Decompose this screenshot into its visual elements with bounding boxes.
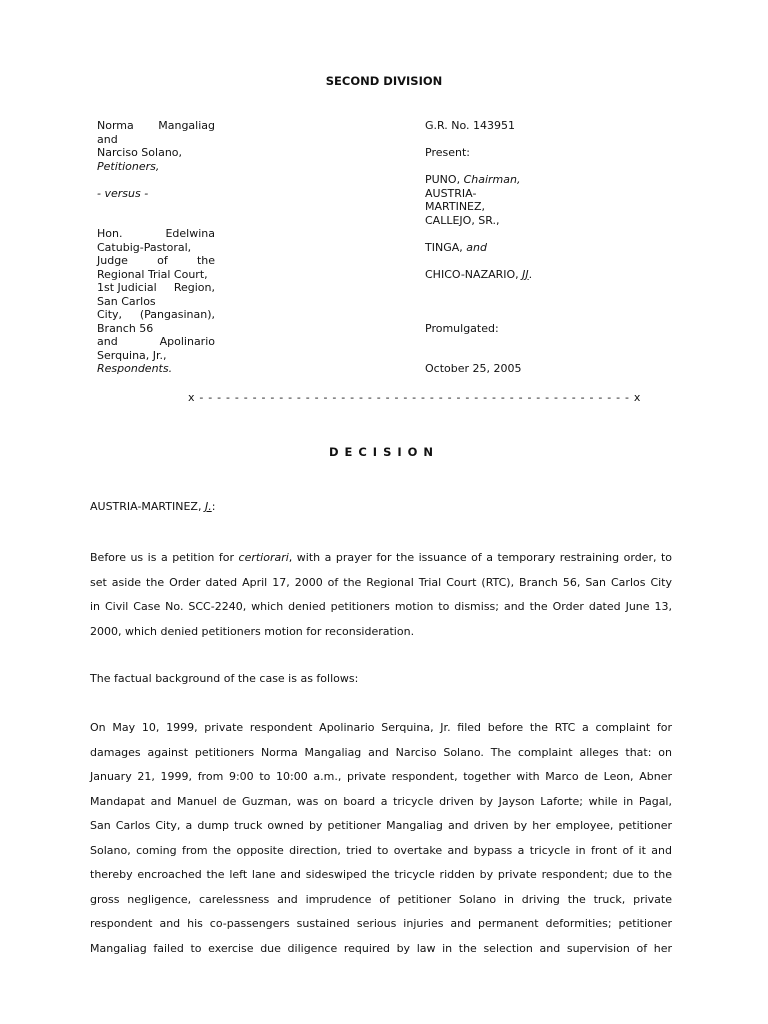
paragraph-line: thereby encroached the left lane and sideswiped the tricycle ridden by private respondent; due to the xyxy=(90,868,672,881)
paragraph-line: Mandapat and Manuel de Guzman, was on board a tricycle driven by Jayson Laforte; while in Pagal, xyxy=(90,794,672,808)
paragraph-line: Solano, coming from the opposite direction, tried to overtake and bypass a tricycle in front of it and xyxy=(90,843,672,857)
present-label: Present: xyxy=(425,146,470,159)
paragraph-line: The factual background of the case is as follows: xyxy=(90,672,359,685)
paragraph-line: San Carlos City, a dump truck owned by petitioner Mangaliag and driven by her employee, petitioner xyxy=(90,819,672,832)
caption-line: and xyxy=(97,132,118,146)
decision-title: DECISION xyxy=(328,445,440,459)
caption-line: Judge of the xyxy=(97,254,215,267)
petitioners-label: Petitioners, xyxy=(97,159,160,173)
caption-line: San Carlos xyxy=(97,294,156,308)
ponente: AUSTRIA-MARTINEZ, J.: xyxy=(90,500,216,513)
paragraph-line: damages against petitioners Norma Mangaliag and Narciso Solano. The complaint alleges that: on xyxy=(90,745,672,759)
caption-line: Catubig-Pastoral, xyxy=(97,240,192,254)
justice-line: MARTINEZ, xyxy=(425,200,486,213)
case-caption-details xyxy=(425,119,555,376)
paragraph xyxy=(90,716,672,961)
paragraph-line: January 21, 1999, from 9:00 to 10:00 a.m., private respondent, together with Marco de Leon, Abner xyxy=(90,770,672,783)
versus-label: - versus - xyxy=(97,186,149,200)
paragraph-line: 2000, which denied petitioners motion for reconsideration. xyxy=(90,624,415,638)
paragraph xyxy=(90,667,672,692)
paragraph xyxy=(90,546,672,644)
caption-line: Regional Trial Court, xyxy=(97,267,208,281)
gr-number: G.R. No. 143951 xyxy=(425,119,516,132)
caption-line: and Apolinario xyxy=(97,335,215,348)
caption-line: Narciso Solano, xyxy=(97,146,183,159)
paragraph-line: gross negligence, carelessness and imprudence of petitioner Solano in driving the truck, private xyxy=(90,892,672,906)
caption-line: Branch 56 xyxy=(97,321,154,335)
justice-line: CHICO-NAZARIO, JJ. xyxy=(425,267,533,281)
caption-line: 1st Judicial Region, xyxy=(97,281,215,294)
justice-line: AUSTRIA- xyxy=(425,186,477,200)
paragraph-line: Mangaliag failed to exercise due diligence required by law in the selection and supervision of her xyxy=(90,941,672,955)
caption-line: Hon. Edelwina xyxy=(97,227,215,240)
promulgation-date: October 25, 2005 xyxy=(425,362,522,375)
justice-line: CALLEJO, SR., xyxy=(425,213,500,227)
respondents-label: Respondents. xyxy=(97,362,173,375)
justice-line: PUNO, Chairman, xyxy=(425,173,521,186)
caption-line: Norma Mangaliag xyxy=(97,119,215,132)
paragraph-line: Before us is a petition for certiorari, with a prayer for the issuance of a temporary restraining order, to xyxy=(90,551,673,564)
paragraph-line: set aside the Order dated April 17, 2000 of the Regional Trial Court (RTC), Branch 56, San Carlos City xyxy=(90,575,672,589)
caption-line: Serquina, Jr., xyxy=(97,348,167,362)
paragraph-line: respondent and his co-passengers sustained serious injuries and permanent deformities; petitioner xyxy=(90,917,672,930)
separator-line: x - - - - - - - - - - - - - - - - - - - - - - - - - - - - - - - - - - - - - - - - - - - - - - - - - x xyxy=(188,391,642,404)
justice-line: TINGA, and xyxy=(425,240,487,254)
division-title: SECOND DIVISION xyxy=(325,74,443,88)
promulgated-label: Promulgated: xyxy=(425,321,499,335)
paragraph-line: On May 10, 1999, private respondent Apolinario Serquina, Jr. filed before the RTC a complaint for xyxy=(90,721,672,734)
case-caption-parties xyxy=(97,119,215,376)
paragraph-line: in Civil Case No. SCC-2240, which denied petitioners motion to dismiss; and the Order dated June 13, xyxy=(90,600,672,613)
caption-line: City, (Pangasinan), xyxy=(97,308,215,321)
